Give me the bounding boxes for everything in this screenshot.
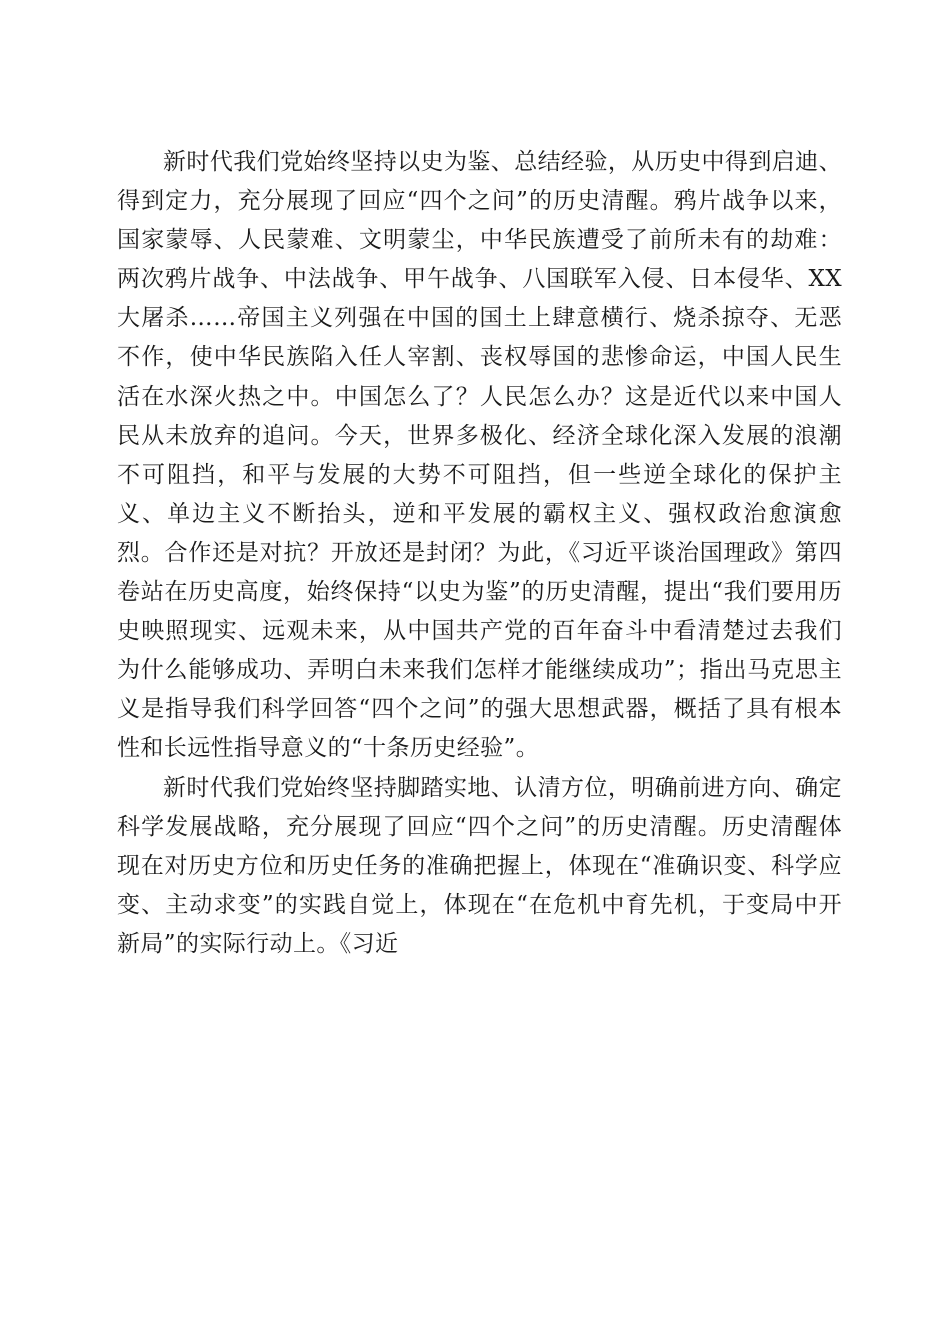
document-body <box>117 143 842 964</box>
paragraph-historical-position: 新时代我们党始终坚持脚踏实地、认清方位，明确前进方向、确定科学发展战略，充分展现了回应“四个之问”的历史清醒。历史清醒体现在对历史方位和历史任务的准确把握上，体现在“准确识变、科学应变、主动求变”的实践自觉上，体现在“在危机中育先机，于变局中开新局”的实际行动上。《习近 <box>117 774 842 957</box>
paragraph-history-lessons: 新时代我们党始终坚持以史为鉴、总结经验，从历史中得到启迪、得到定力，充分展现了回应“四个之问”的历史清醒。鸦片战争以来，国家蒙辱、人民蒙难、文明蒙尘，中华民族遭受了前所未有的劫难：两次鸦片战争、中法战争、甲午战争、八国联军入侵、日本侵华、XX大屠杀……帝国主义列强在中国的国土上肆意横行、烧杀掠夺、无恶不作，使中华民族陷入任人宰割、丧权辱国的悲惨命运，中国人民生活在水深火热之中。中国怎么了？人民怎么办？这是近代以来中国人民从未放弃的追问。今天，世界多极化、经济全球化深入发展的浪潮不可阻挡，和平与发展的大势不可阻挡，但一些逆全球化的保护主义、单边主义不断抬头，逆和平发展的霸权主义、强权政治愈演愈烈。合作还是对抗？开放还是封闭？为此，《习近平谈治国理政》第四卷站在历史高度，始终保持“以史为鉴”的历史清醒，提出“我们要用历史映照现实、远观未来，从中国共产党的百年奋斗中看清楚过去我们为什么能够成功、弄明白未来我们怎样才能继续成功”；指出马克思主义是指导我们科学回答“四个之问”的强大思想武器，概括了具有根本性和长远性指导意义的“十条历史经验”。 <box>117 149 842 762</box>
